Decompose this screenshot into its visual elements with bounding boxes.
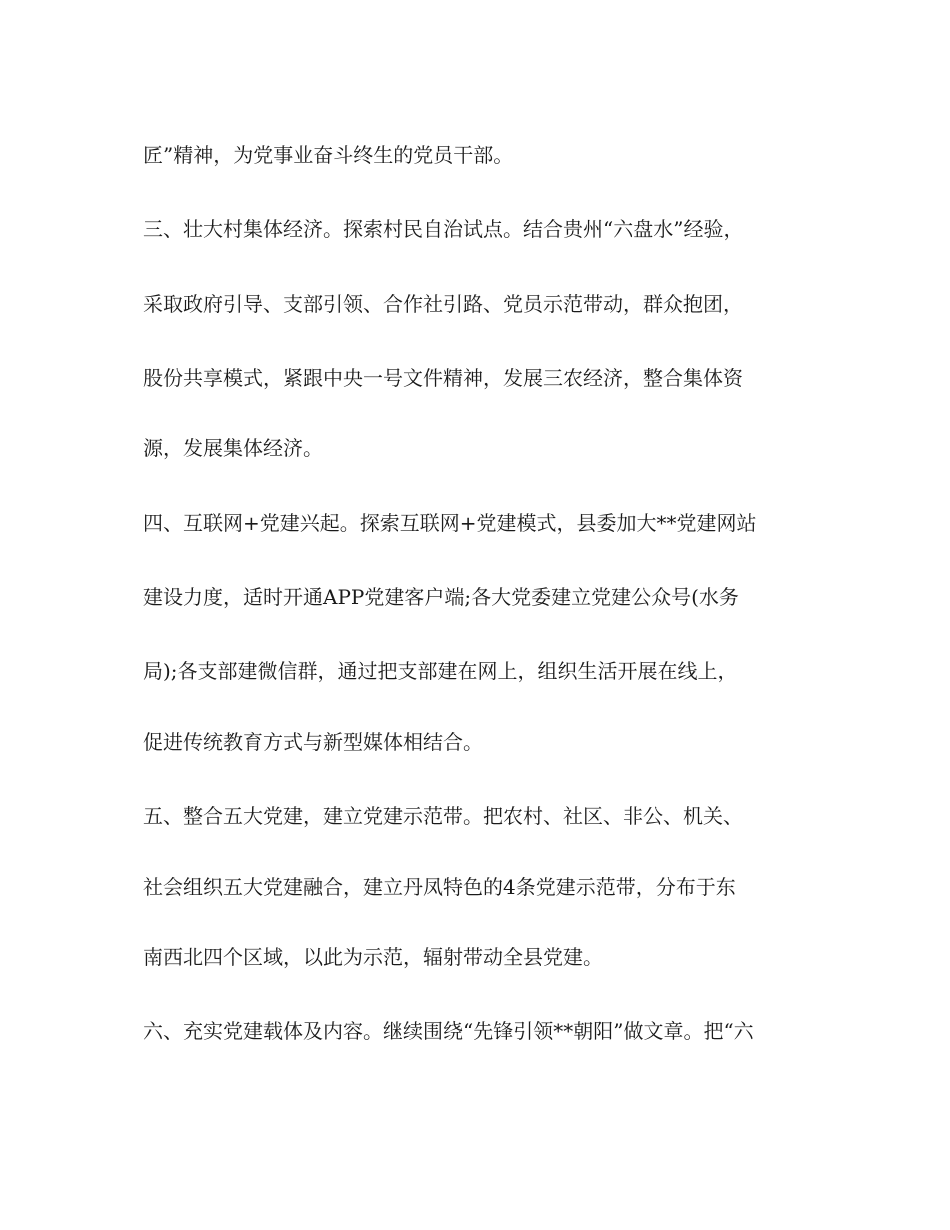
text-line: 促进传统教育方式与新型媒体相结合。 (143, 730, 483, 754)
text-line: 局);各支部建微信群，通过把支部建在网上，组织生活开展在线上， (143, 659, 738, 683)
text-line: 南西北四个区域，以此为示范，辐射带动全县党建。 (143, 945, 603, 969)
text-line: 六、充实党建载体及内容。继续围绕“先锋引领**朝阳”做文章。把“六 (143, 1019, 754, 1043)
text-line: 五、整合五大党建，建立党建示范带。把农村、社区、非公、机关、 (143, 804, 743, 828)
text-line: 建设力度，适时开通APP党建客户端;各大党委建立党建公众号(水务 (143, 585, 739, 609)
text-line: 三、壮大村集体经济。探索村民自治试点。结合贵州“六盘水”经验， (143, 217, 744, 241)
text-line: 社会组织五大党建融合，建立丹凤特色的4条党建示范带，分布于东 (143, 875, 736, 899)
text-line: 源，发展集体经济。 (143, 436, 323, 460)
text-line: 采取政府引导、支部引领、合作社引路、党员示范带动，群众抱团， (143, 292, 743, 316)
text-line: 匠”精神，为党事业奋斗终生的党员干部。 (143, 143, 514, 167)
text-line: 股份共享模式，紧跟中央一号文件精神，发展三农经济，整合集体资 (143, 366, 743, 390)
text-line: 四、互联网+党建兴起。探索互联网+党建模式，县委加大**党建网站 (143, 511, 757, 535)
